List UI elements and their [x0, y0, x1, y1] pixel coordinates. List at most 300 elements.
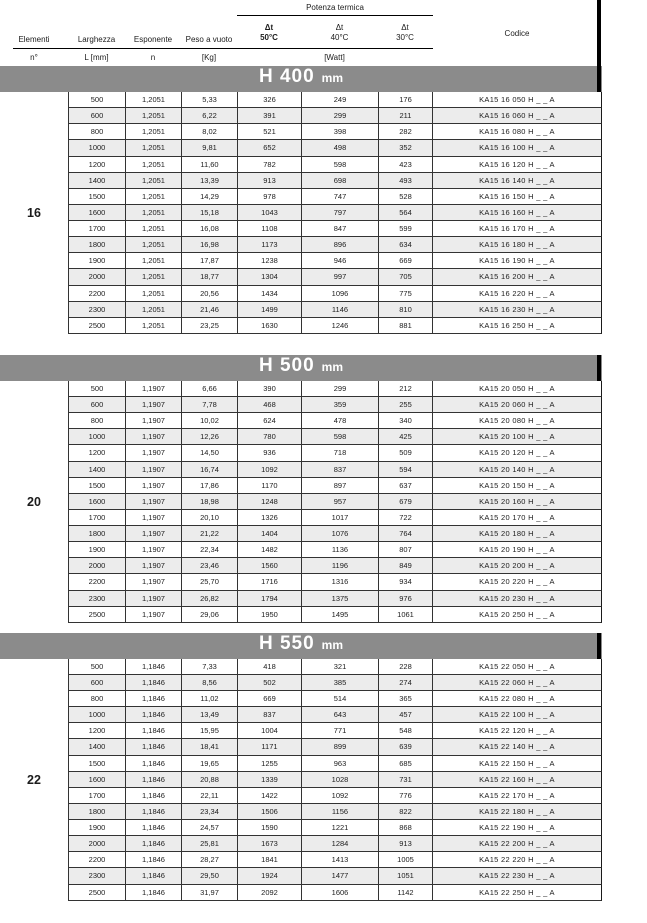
- cell-esponente: 1,1846: [125, 820, 181, 836]
- header-rule: [13, 48, 433, 49]
- unit-elementi: n°: [30, 53, 38, 62]
- cell-watt-40: 1606: [301, 885, 378, 901]
- cell-larghezza: 1800: [68, 526, 125, 542]
- cell-esponente: 1,2051: [125, 92, 181, 108]
- cell-watt-40: 847: [301, 221, 378, 237]
- table-row: [0, 574, 602, 590]
- cell-esponente: 1,1907: [125, 478, 181, 494]
- row-gutter: [0, 253, 68, 269]
- cell-esponente: 1,1846: [125, 788, 181, 804]
- col-header-dt-30: [378, 23, 432, 43]
- cell-codice: KA15 20 220 H _ _ A: [432, 574, 602, 590]
- cell-codice: KA15 16 150 H _ _ A: [432, 189, 602, 205]
- cell-codice: KA15 20 150 H _ _ A: [432, 478, 602, 494]
- cell-watt-30: 669: [378, 253, 432, 269]
- cell-watt-30: 1061: [378, 607, 432, 623]
- cell-watt-50: 936: [237, 445, 301, 461]
- cell-watt-30: 764: [378, 526, 432, 542]
- table-header: [0, 0, 602, 66]
- cell-codice: KA15 16 120 H _ _ A: [432, 157, 602, 173]
- cell-larghezza: 600: [68, 108, 125, 124]
- row-gutter: [0, 429, 68, 445]
- cell-watt-30: 274: [378, 675, 432, 691]
- cell-watt-40: 1284: [301, 836, 378, 852]
- section-title-band: [0, 66, 602, 92]
- row-gutter: [0, 124, 68, 140]
- cell-larghezza: 1000: [68, 707, 125, 723]
- cell-watt-30: 548: [378, 723, 432, 739]
- col-header-larghezza: Larghezza: [77, 35, 116, 44]
- cell-codice: KA15 20 080 H _ _ A: [432, 413, 602, 429]
- cell-peso: 13,49: [181, 707, 237, 723]
- table-row: [0, 707, 602, 723]
- cell-peso: 20,10: [181, 510, 237, 526]
- cell-codice: KA15 22 060 H _ _ A: [432, 675, 602, 691]
- cell-watt-40: 698: [301, 173, 378, 189]
- cell-esponente: 1,1907: [125, 558, 181, 574]
- table-row: [0, 607, 602, 623]
- cell-esponente: 1,2051: [125, 237, 181, 253]
- cell-watt-50: 391: [237, 108, 301, 124]
- cell-esponente: 1,1846: [125, 885, 181, 901]
- cell-watt-30: 868: [378, 820, 432, 836]
- cell-watt-40: 1375: [301, 591, 378, 607]
- cell-watt-50: 669: [237, 691, 301, 707]
- cell-watt-50: 1841: [237, 852, 301, 868]
- cell-watt-50: 978: [237, 189, 301, 205]
- row-gutter: [0, 852, 68, 868]
- cell-codice: KA15 22 100 H _ _ A: [432, 707, 602, 723]
- section-title-band: [0, 355, 602, 381]
- delta-t-label: Δt: [335, 23, 344, 32]
- cell-watt-40: 1246: [301, 318, 378, 334]
- cell-watt-40: 1028: [301, 772, 378, 788]
- row-gutter: [0, 691, 68, 707]
- table-row: [0, 494, 602, 510]
- cell-watt-40: 643: [301, 707, 378, 723]
- table-row: [0, 526, 602, 542]
- cell-watt-50: 1173: [237, 237, 301, 253]
- cell-watt-50: 1924: [237, 868, 301, 884]
- cell-codice: KA15 20 160 H _ _ A: [432, 494, 602, 510]
- cell-esponente: 1,2051: [125, 205, 181, 221]
- cell-watt-50: 1304: [237, 269, 301, 285]
- cell-esponente: 1,1907: [125, 510, 181, 526]
- cell-watt-40: 398: [301, 124, 378, 140]
- cell-watt-30: 528: [378, 189, 432, 205]
- temp-label: 40°C: [330, 33, 349, 42]
- cell-watt-40: 1146: [301, 302, 378, 318]
- table-row: [0, 478, 602, 494]
- table-row: [0, 462, 602, 478]
- table-row: [0, 772, 602, 788]
- table-row: [0, 413, 602, 429]
- cell-watt-30: 255: [378, 397, 432, 413]
- cell-peso: 15,18: [181, 205, 237, 221]
- section-rows: [0, 381, 602, 623]
- cell-watt-50: 1170: [237, 478, 301, 494]
- cell-watt-30: 352: [378, 140, 432, 156]
- row-gutter: [0, 804, 68, 820]
- row-gutter: [0, 445, 68, 461]
- cell-peso: 8,56: [181, 675, 237, 691]
- cell-watt-50: 780: [237, 429, 301, 445]
- cell-larghezza: 2000: [68, 269, 125, 285]
- cell-watt-50: 1092: [237, 462, 301, 478]
- cell-esponente: 1,1907: [125, 494, 181, 510]
- size-section: [0, 633, 602, 901]
- cell-peso: 23,25: [181, 318, 237, 334]
- cell-esponente: 1,1846: [125, 723, 181, 739]
- cell-peso: 18,41: [181, 739, 237, 755]
- row-gutter: [0, 269, 68, 285]
- cell-peso: 14,29: [181, 189, 237, 205]
- size-section: [0, 355, 602, 623]
- cell-watt-40: 1076: [301, 526, 378, 542]
- cell-esponente: 1,1846: [125, 836, 181, 852]
- cell-peso: 29,06: [181, 607, 237, 623]
- cell-codice: KA15 16 250 H _ _ A: [432, 318, 602, 334]
- col-header-codice: Codice: [504, 29, 530, 38]
- table-row: [0, 318, 602, 334]
- row-gutter: [0, 462, 68, 478]
- delta-t-label: Δt: [401, 23, 409, 32]
- row-gutter: [0, 108, 68, 124]
- cell-codice: KA15 16 160 H _ _ A: [432, 205, 602, 221]
- col-header-elementi: Elementi: [18, 35, 50, 44]
- table-row: [0, 205, 602, 221]
- section-title-unit: mm: [321, 71, 344, 85]
- unit-larghezza: L [mm]: [84, 53, 109, 62]
- section-title-unit: mm: [321, 359, 344, 374]
- cell-watt-30: 176: [378, 92, 432, 108]
- cell-watt-40: 359: [301, 397, 378, 413]
- cell-watt-50: 1404: [237, 526, 301, 542]
- cell-watt-40: 896: [301, 237, 378, 253]
- row-gutter: [0, 173, 68, 189]
- cell-esponente: 1,1846: [125, 804, 181, 820]
- cell-codice: KA15 22 200 H _ _ A: [432, 836, 602, 852]
- row-gutter: [0, 413, 68, 429]
- row-gutter: [0, 478, 68, 494]
- cell-esponente: 1,2051: [125, 221, 181, 237]
- elements-count: 20: [27, 494, 41, 509]
- table-row: [0, 885, 602, 901]
- cell-watt-40: 1413: [301, 852, 378, 868]
- cell-esponente: 1,2051: [125, 189, 181, 205]
- table-row: [0, 140, 602, 156]
- cell-watt-50: 468: [237, 397, 301, 413]
- cell-watt-30: 282: [378, 124, 432, 140]
- table-row: [0, 381, 602, 397]
- row-gutter: [0, 157, 68, 173]
- row-gutter: [0, 723, 68, 739]
- cell-peso: 10,02: [181, 413, 237, 429]
- cell-watt-40: 1136: [301, 542, 378, 558]
- cell-larghezza: 500: [68, 92, 125, 108]
- cell-watt-30: 679: [378, 494, 432, 510]
- row-gutter: [0, 868, 68, 884]
- cell-watt-50: 837: [237, 707, 301, 723]
- cell-watt-30: 1005: [378, 852, 432, 868]
- cell-watt-30: 1051: [378, 868, 432, 884]
- table-row: [0, 189, 602, 205]
- cell-watt-50: 1482: [237, 542, 301, 558]
- cell-esponente: 1,1846: [125, 852, 181, 868]
- cell-larghezza: 1500: [68, 756, 125, 772]
- cell-esponente: 1,1907: [125, 526, 181, 542]
- delta-t-label: Δt: [264, 23, 274, 32]
- row-gutter: [0, 237, 68, 253]
- cell-watt-50: 1043: [237, 205, 301, 221]
- cell-peso: 5,33: [181, 92, 237, 108]
- cell-larghezza: 2200: [68, 286, 125, 302]
- cell-watt-50: 1590: [237, 820, 301, 836]
- cell-larghezza: 1800: [68, 804, 125, 820]
- unit-esponente: n: [150, 53, 156, 62]
- row-gutter: [0, 381, 68, 397]
- table-row: [0, 173, 602, 189]
- cell-codice: KA15 20 190 H _ _ A: [432, 542, 602, 558]
- cell-codice: KA15 22 160 H _ _ A: [432, 772, 602, 788]
- row-gutter: [0, 92, 68, 108]
- elements-count: 22: [27, 772, 41, 787]
- cell-codice: KA15 22 180 H _ _ A: [432, 804, 602, 820]
- cell-watt-50: 521: [237, 124, 301, 140]
- cell-peso: 21,22: [181, 526, 237, 542]
- cell-codice: KA15 16 140 H _ _ A: [432, 173, 602, 189]
- cell-watt-40: 1316: [301, 574, 378, 590]
- cell-peso: 15,95: [181, 723, 237, 739]
- cell-larghezza: 1500: [68, 189, 125, 205]
- table-row: [0, 804, 602, 820]
- cell-watt-50: 782: [237, 157, 301, 173]
- table-row: [0, 868, 602, 884]
- cell-watt-40: 514: [301, 691, 378, 707]
- cell-watt-50: 624: [237, 413, 301, 429]
- cell-watt-50: 1716: [237, 574, 301, 590]
- cell-larghezza: 1000: [68, 429, 125, 445]
- row-gutter: [0, 591, 68, 607]
- cell-larghezza: 2000: [68, 836, 125, 852]
- cell-watt-30: 775: [378, 286, 432, 302]
- cell-esponente: 1,2051: [125, 318, 181, 334]
- cell-larghezza: 1600: [68, 205, 125, 221]
- cell-watt-30: 493: [378, 173, 432, 189]
- cell-larghezza: 1200: [68, 723, 125, 739]
- cell-watt-50: 1255: [237, 756, 301, 772]
- cell-watt-30: 934: [378, 574, 432, 590]
- cell-peso: 9,81: [181, 140, 237, 156]
- size-section: [0, 66, 602, 334]
- cell-peso: 12,26: [181, 429, 237, 445]
- cell-peso: 16,08: [181, 221, 237, 237]
- unit-peso: [Kg]: [201, 53, 217, 62]
- table-row: [0, 591, 602, 607]
- cell-larghezza: 1700: [68, 510, 125, 526]
- cell-codice: KA15 20 180 H _ _ A: [432, 526, 602, 542]
- cell-esponente: 1,1846: [125, 739, 181, 755]
- cell-watt-30: 976: [378, 591, 432, 607]
- cell-watt-30: 722: [378, 510, 432, 526]
- cell-peso: 7,78: [181, 397, 237, 413]
- cell-watt-50: 1339: [237, 772, 301, 788]
- cell-esponente: 1,1846: [125, 868, 181, 884]
- cell-watt-40: 1196: [301, 558, 378, 574]
- cell-esponente: 1,1907: [125, 542, 181, 558]
- cell-esponente: 1,1907: [125, 445, 181, 461]
- table-row: [0, 739, 602, 755]
- cell-codice: KA15 20 050 H _ _ A: [432, 381, 602, 397]
- cell-larghezza: 1600: [68, 494, 125, 510]
- cell-watt-30: 705: [378, 269, 432, 285]
- cell-larghezza: 1700: [68, 788, 125, 804]
- cell-watt-40: 1495: [301, 607, 378, 623]
- cell-watt-40: 1156: [301, 804, 378, 820]
- row-gutter: [0, 318, 68, 334]
- cell-larghezza: 2000: [68, 558, 125, 574]
- cell-peso: 11,60: [181, 157, 237, 173]
- cell-codice: KA15 16 100 H _ _ A: [432, 140, 602, 156]
- cell-watt-50: 1248: [237, 494, 301, 510]
- cell-watt-40: 946: [301, 253, 378, 269]
- row-gutter: [0, 607, 68, 623]
- cell-peso: 8,02: [181, 124, 237, 140]
- cell-esponente: 1,1846: [125, 659, 181, 675]
- row-gutter: [0, 836, 68, 852]
- cell-watt-30: 913: [378, 836, 432, 852]
- cell-esponente: 1,1907: [125, 462, 181, 478]
- cell-codice: KA15 22 080 H _ _ A: [432, 691, 602, 707]
- section-rows: [0, 92, 602, 334]
- row-gutter: [0, 675, 68, 691]
- cell-peso: 26,82: [181, 591, 237, 607]
- cell-watt-30: 810: [378, 302, 432, 318]
- cell-watt-50: 1499: [237, 302, 301, 318]
- cell-codice: KA15 20 170 H _ _ A: [432, 510, 602, 526]
- col-header-dt-40: [301, 23, 378, 43]
- row-gutter: [0, 659, 68, 675]
- cell-peso: 31,97: [181, 885, 237, 901]
- cell-esponente: 1,2051: [125, 157, 181, 173]
- row-gutter: [0, 756, 68, 772]
- cell-watt-50: 1673: [237, 836, 301, 852]
- table-row: [0, 157, 602, 173]
- row-gutter: [0, 302, 68, 318]
- temp-label: 30°C: [396, 33, 414, 42]
- cell-larghezza: 2500: [68, 885, 125, 901]
- cell-larghezza: 600: [68, 675, 125, 691]
- row-gutter: [0, 189, 68, 205]
- cell-watt-30: 776: [378, 788, 432, 804]
- cell-watt-50: 1950: [237, 607, 301, 623]
- cell-watt-30: 212: [378, 381, 432, 397]
- cell-esponente: 1,2051: [125, 253, 181, 269]
- cell-watt-30: 594: [378, 462, 432, 478]
- row-gutter: [0, 140, 68, 156]
- cell-esponente: 1,1907: [125, 429, 181, 445]
- cell-codice: KA15 20 250 H _ _ A: [432, 607, 602, 623]
- cell-esponente: 1,2051: [125, 124, 181, 140]
- cell-watt-40: 385: [301, 675, 378, 691]
- cell-watt-40: 478: [301, 413, 378, 429]
- cell-larghezza: 1900: [68, 253, 125, 269]
- cell-esponente: 1,2051: [125, 269, 181, 285]
- table-row: [0, 429, 602, 445]
- cell-larghezza: 1600: [68, 772, 125, 788]
- cell-codice: KA15 20 140 H _ _ A: [432, 462, 602, 478]
- potenza-termica-group-header: Potenza termica: [237, 3, 433, 16]
- cell-watt-50: 1560: [237, 558, 301, 574]
- cell-larghezza: 2500: [68, 318, 125, 334]
- cell-watt-40: 718: [301, 445, 378, 461]
- section-title-band: [0, 633, 602, 659]
- table-row: [0, 510, 602, 526]
- cell-watt-30: 457: [378, 707, 432, 723]
- cell-peso: 16,98: [181, 237, 237, 253]
- cell-codice: KA15 16 180 H _ _ A: [432, 237, 602, 253]
- row-gutter: [0, 542, 68, 558]
- cell-watt-40: 963: [301, 756, 378, 772]
- cell-larghezza: 1200: [68, 157, 125, 173]
- row-gutter: [0, 574, 68, 590]
- cell-watt-30: 211: [378, 108, 432, 124]
- cell-peso: 22,11: [181, 788, 237, 804]
- cell-esponente: 1,1907: [125, 381, 181, 397]
- cell-larghezza: 1500: [68, 478, 125, 494]
- cell-larghezza: 2300: [68, 868, 125, 884]
- cell-peso: 19,65: [181, 756, 237, 772]
- table-row: [0, 253, 602, 269]
- cell-watt-40: 299: [301, 108, 378, 124]
- cell-watt-50: 1238: [237, 253, 301, 269]
- cell-watt-30: 340: [378, 413, 432, 429]
- section-title: H 550: [258, 632, 315, 654]
- temp-label: 50°C: [260, 33, 278, 42]
- elements-count: 16: [27, 205, 41, 220]
- cell-esponente: 1,1846: [125, 756, 181, 772]
- cell-watt-40: 249: [301, 92, 378, 108]
- cell-larghezza: 2300: [68, 302, 125, 318]
- cell-peso: 17,86: [181, 478, 237, 494]
- cell-watt-40: 1017: [301, 510, 378, 526]
- cell-peso: 7,33: [181, 659, 237, 675]
- cell-larghezza: 1800: [68, 237, 125, 253]
- cell-watt-30: 637: [378, 478, 432, 494]
- cell-watt-40: 321: [301, 659, 378, 675]
- row-gutter: [0, 707, 68, 723]
- cell-watt-50: 1794: [237, 591, 301, 607]
- cell-peso: 25,70: [181, 574, 237, 590]
- table-row: [0, 269, 602, 285]
- cell-larghezza: 800: [68, 691, 125, 707]
- cell-watt-40: 837: [301, 462, 378, 478]
- cell-codice: KA15 20 200 H _ _ A: [432, 558, 602, 574]
- section-title: H 400: [258, 66, 315, 87]
- cell-watt-50: 390: [237, 381, 301, 397]
- cell-peso: 17,87: [181, 253, 237, 269]
- cell-peso: 13,39: [181, 173, 237, 189]
- table-row: [0, 92, 602, 108]
- cell-larghezza: 1400: [68, 739, 125, 755]
- cell-esponente: 1,1907: [125, 397, 181, 413]
- cell-codice: KA15 20 230 H _ _ A: [432, 591, 602, 607]
- col-header-esponente: Esponente: [133, 35, 173, 44]
- cell-peso: 24,57: [181, 820, 237, 836]
- table-row: [0, 237, 602, 253]
- cell-watt-50: 2092: [237, 885, 301, 901]
- cell-larghezza: 1400: [68, 462, 125, 478]
